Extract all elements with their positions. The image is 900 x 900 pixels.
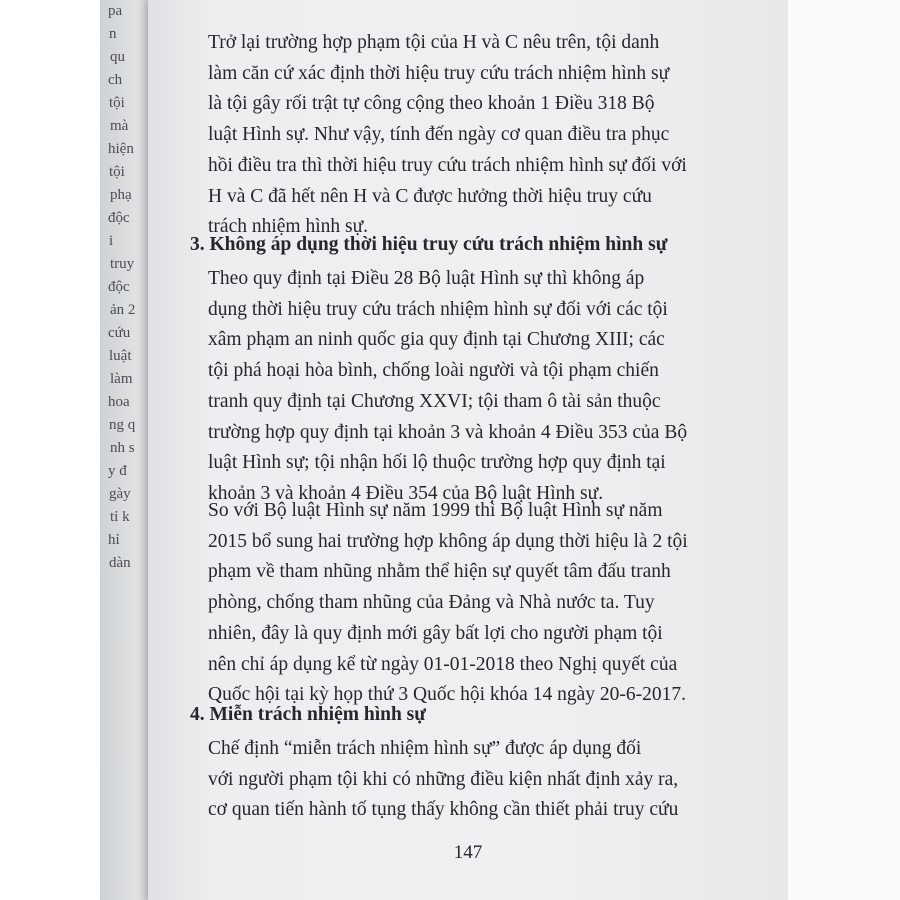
text-line: luật Hình sự; tội nhận hối lộ thuộc trường hợp quy định tại: [208, 452, 666, 474]
text-line: Theo quy định tại Điều 28 Bộ luật Hình sự thì không áp: [208, 268, 645, 289]
text-line: với người phạm tội khi có những điều kiện nhất định xảy ra,: [208, 768, 679, 790]
left-page-fragment: tỉ k: [110, 509, 130, 525]
text-line: xâm phạm an ninh quốc gia quy định tại Chương XIII; các: [208, 329, 665, 351]
text-line: tranh quy định tại Chương XXVI; tội tham ô tài sản thuộc: [208, 390, 661, 412]
left-page-fragment: hoa: [108, 394, 130, 410]
text-line: Quốc hội tại kỳ họp thứ 3 Quốc hội khóa 14 ngày 20-6-2017.: [208, 684, 686, 706]
left-page-fragment: ản 2: [110, 302, 136, 318]
left-page-fragment: ch: [108, 72, 123, 88]
page-number: 147: [453, 842, 483, 863]
left-page-fragment: ng q: [109, 417, 136, 433]
text-line: tội phá hoại hòa bình, chống loài người và tội phạm chiến: [208, 360, 659, 382]
text-line: dụng thời hiệu truy cứu trách nhiệm hình sự đối với các tội: [208, 298, 668, 320]
text-line: phòng, chống tham nhũng của Đảng và Nhà nước ta. Tuy: [208, 592, 655, 614]
paragraph-4: [208, 734, 768, 826]
text-line: Trở lại trường hợp phạm tội của H và C nêu trên, tội danh: [208, 32, 660, 53]
page-edge: [788, 0, 900, 900]
left-page-fragment: dàn: [109, 555, 131, 571]
text-line: nên chỉ áp dụng kể từ ngày 01-01-2018 theo Nghị quyết của: [208, 653, 678, 675]
paragraph-3: [208, 496, 768, 711]
book-page: [148, 0, 788, 900]
text-line: So với Bộ luật Hình sự năm 1999 thì Bộ luật Hình sự năm: [208, 500, 663, 521]
left-page-fragment: độc: [108, 279, 130, 295]
text-line: trường hợp quy định tại khoản 3 và khoản 4 Điều 353 của Bộ: [208, 421, 688, 443]
text-line: H và C đã hết nên H và C được hưởng thời hiệu truy cứu: [208, 185, 652, 207]
paragraph-1: [208, 28, 768, 243]
text-line: là tội gây rối trật tự công cộng theo khoản 1 Điều 318 Bộ: [208, 93, 655, 115]
left-page-fragment: qu: [110, 49, 125, 65]
text-line: cơ quan tiến hành tố tụng thấy không cần thiết phải truy cứu: [208, 799, 679, 821]
text-line: phạm về tham nhũng nhằm thể hiện sự quyết tâm đấu tranh: [208, 561, 671, 583]
left-page-fragment: tội: [109, 164, 125, 180]
heading-section-3: 3. Không áp dụng thời hiệu truy cứu trách nhiệm hình sự: [190, 234, 668, 255]
text-line: làm căn cứ xác định thời hiệu truy cứu trách nhiệm hình sự: [208, 62, 670, 84]
left-page-fragment: độc: [108, 210, 130, 226]
left-page-fragment: cứu: [108, 325, 131, 341]
left-page-fragment: gày: [109, 486, 131, 502]
left-page-fragment: hỉ: [108, 532, 120, 548]
left-page-fragment: nh s: [110, 440, 135, 456]
left-page-fragment: n: [109, 26, 117, 42]
left-page-fragment: i: [109, 233, 114, 249]
text-line: luật Hình sự. Như vậy, tính đến ngày cơ quan điều tra phục: [208, 124, 670, 146]
left-page-fragment: pa: [108, 3, 123, 19]
paragraph-2: [208, 264, 768, 510]
text-line: hồi điều tra thì thời hiệu truy cứu trách nhiệm hình sự đối với: [208, 154, 687, 176]
heading-section-4: 4. Miễn trách nhiệm hình sự: [190, 704, 426, 725]
text-line: nhiên, đây là quy định mới gây bất lợi cho người phạm tội: [208, 622, 663, 644]
left-page-fragment: truy: [110, 256, 135, 272]
left-page-fragment: luật: [109, 348, 132, 364]
left-page-fragment: phạ: [110, 187, 132, 203]
left-page-fragment: làm: [110, 371, 133, 387]
text-line: trách nhiệm hình sự.: [208, 216, 369, 238]
text-line: Chế định “miễn trách nhiệm hình sự” được áp dụng đối: [208, 738, 642, 759]
text-line: khoản 3 và khoản 4 Điều 354 của Bộ luật Hình sự.: [208, 482, 604, 504]
left-page-fragment: mà: [110, 118, 129, 134]
left-page-fragment: tội: [109, 95, 125, 111]
left-page-fragment: y đ: [108, 463, 127, 479]
text-line: 2015 bổ sung hai trường hợp không áp dụng thời hiệu là 2 tội: [208, 530, 688, 552]
left-page-fragment: hiện: [108, 141, 134, 157]
